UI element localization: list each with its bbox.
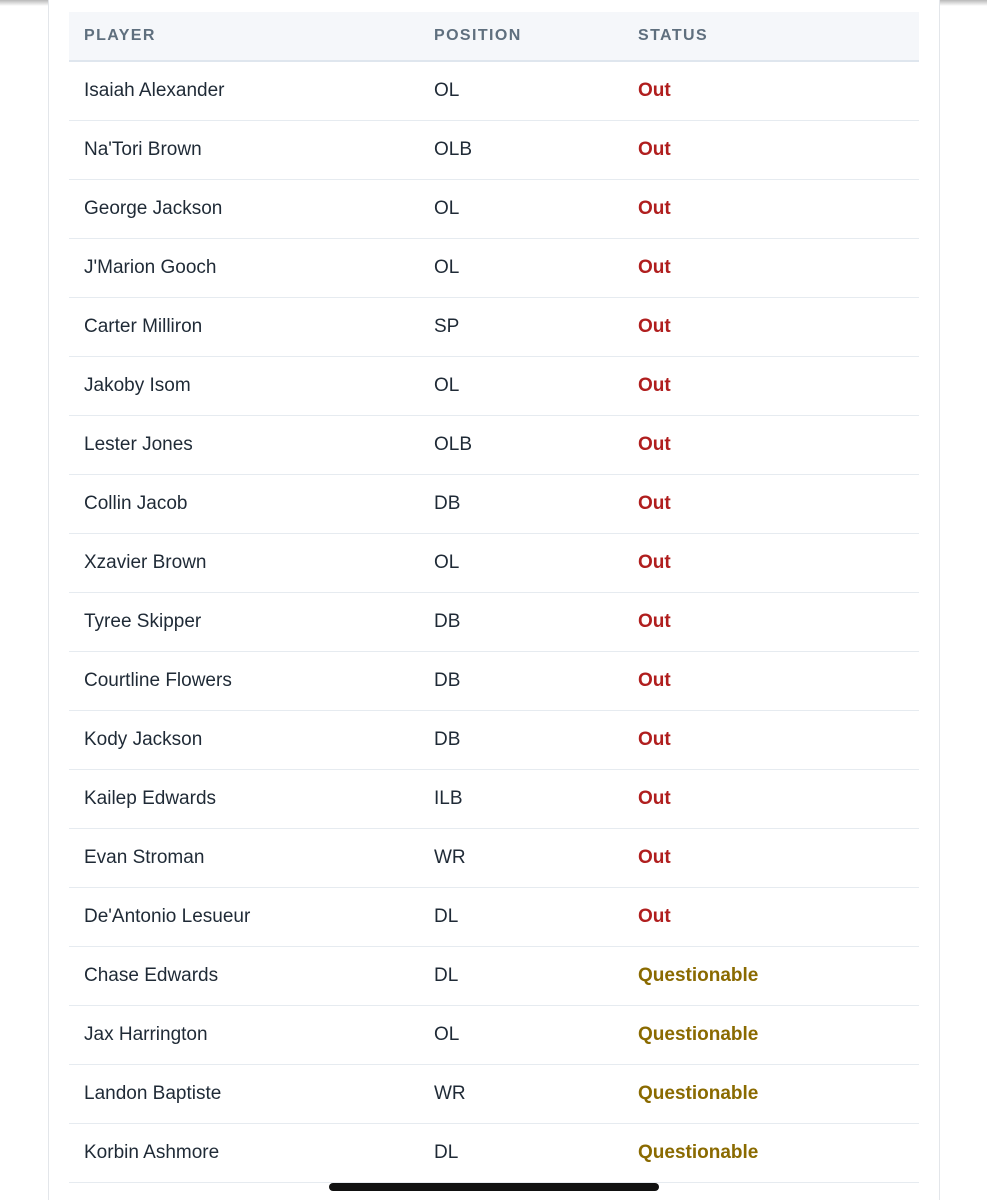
player-position: OL bbox=[434, 198, 460, 219]
player-position: DL bbox=[434, 1142, 459, 1163]
player-position: OL bbox=[434, 375, 460, 396]
player-name: George Jackson bbox=[84, 198, 223, 219]
table-row bbox=[69, 711, 919, 770]
table-row bbox=[69, 298, 919, 357]
table-row bbox=[69, 180, 919, 239]
player-status: Out bbox=[638, 375, 671, 396]
player-position: SP bbox=[434, 316, 460, 337]
player-name: Jakoby Isom bbox=[84, 375, 191, 396]
player-name: De'Antonio Lesueur bbox=[84, 906, 251, 927]
table-row bbox=[69, 121, 919, 180]
player-status: Out bbox=[638, 906, 671, 927]
table-row bbox=[69, 829, 919, 888]
player-status: Out bbox=[638, 257, 671, 278]
table-row bbox=[69, 652, 919, 711]
player-status: Out bbox=[638, 198, 671, 219]
player-status: Out bbox=[638, 847, 671, 868]
table-row bbox=[69, 357, 919, 416]
player-name: Evan Stroman bbox=[84, 847, 205, 868]
header-position: POSITION bbox=[434, 27, 522, 44]
player-position: DB bbox=[434, 493, 461, 514]
player-position: DB bbox=[434, 729, 461, 750]
player-position: DB bbox=[434, 670, 461, 691]
table-header bbox=[69, 12, 919, 62]
table-row bbox=[69, 534, 919, 593]
player-position: ILB bbox=[434, 788, 463, 809]
player-name: Collin Jacob bbox=[84, 493, 188, 514]
player-position: DL bbox=[434, 906, 459, 927]
player-status: Questionable bbox=[638, 965, 759, 986]
player-name: Isaiah Alexander bbox=[84, 80, 225, 101]
player-position: WR bbox=[434, 1083, 466, 1104]
player-position: OL bbox=[434, 1024, 460, 1045]
player-name: J'Marion Gooch bbox=[84, 257, 217, 278]
player-position: DL bbox=[434, 965, 459, 986]
player-status: Questionable bbox=[638, 1083, 759, 1104]
player-status: Out bbox=[638, 788, 671, 809]
table-row bbox=[69, 888, 919, 947]
player-name: Landon Baptiste bbox=[84, 1083, 222, 1104]
player-status: Out bbox=[638, 493, 671, 514]
table-row bbox=[69, 62, 919, 121]
player-name: Kailep Edwards bbox=[84, 788, 217, 809]
player-status: Questionable bbox=[638, 1024, 759, 1045]
table-row bbox=[69, 593, 919, 652]
table-row bbox=[69, 947, 919, 1006]
header-player: PLAYER bbox=[84, 27, 156, 44]
player-status: Out bbox=[638, 552, 671, 573]
injury-table bbox=[69, 12, 919, 1183]
player-name: Xzavier Brown bbox=[84, 552, 207, 573]
home-indicator[interactable] bbox=[329, 1183, 659, 1191]
player-position: DB bbox=[434, 611, 461, 632]
player-status: Out bbox=[638, 139, 671, 160]
player-name: Jax Harrington bbox=[84, 1024, 208, 1045]
player-name: Lester Jones bbox=[84, 434, 193, 455]
player-name: Kody Jackson bbox=[84, 729, 203, 750]
player-position: OL bbox=[434, 80, 460, 101]
table-row bbox=[69, 416, 919, 475]
player-position: OL bbox=[434, 552, 460, 573]
player-position: WR bbox=[434, 847, 466, 868]
table-row bbox=[69, 239, 919, 298]
player-position: OLB bbox=[434, 139, 473, 160]
player-name: Korbin Ashmore bbox=[84, 1142, 220, 1163]
player-status: Questionable bbox=[638, 1142, 759, 1163]
player-status: Out bbox=[638, 80, 671, 101]
player-position: OLB bbox=[434, 434, 473, 455]
player-status: Out bbox=[638, 729, 671, 750]
player-name: Carter Milliron bbox=[84, 316, 203, 337]
player-status: Out bbox=[638, 316, 671, 337]
table-body bbox=[69, 62, 919, 1183]
player-name: Na'Tori Brown bbox=[84, 139, 202, 160]
table-row bbox=[69, 475, 919, 534]
player-status: Out bbox=[638, 611, 671, 632]
player-name: Courtline Flowers bbox=[84, 670, 232, 691]
player-name: Chase Edwards bbox=[84, 965, 219, 986]
player-status: Out bbox=[638, 670, 671, 691]
table-row bbox=[69, 1065, 919, 1124]
header-status: STATUS bbox=[638, 27, 709, 44]
table-row bbox=[69, 1124, 919, 1183]
player-name: Tyree Skipper bbox=[84, 611, 202, 632]
player-position: OL bbox=[434, 257, 460, 278]
player-status: Out bbox=[638, 434, 671, 455]
table-row bbox=[69, 770, 919, 829]
table-row bbox=[69, 1006, 919, 1065]
injury-report-card bbox=[48, 0, 940, 1200]
